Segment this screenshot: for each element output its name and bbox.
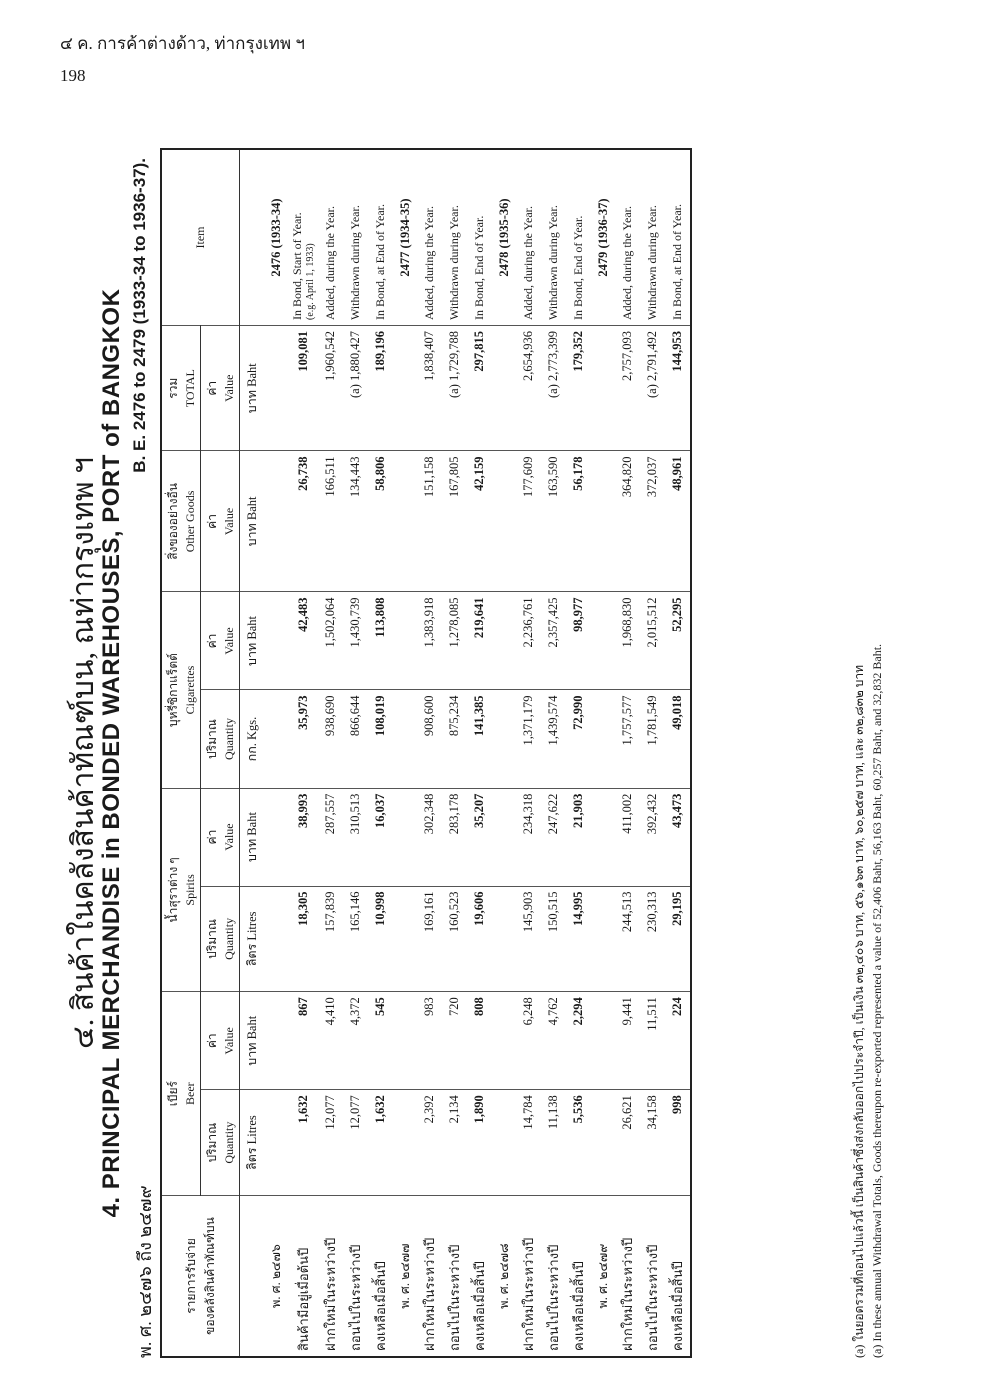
value-cell (393, 690, 417, 788)
row-label-thai: พ. ศ. ๒๔๗๗ (398, 1242, 412, 1309)
value-cell: 10,998 (368, 886, 393, 992)
value-cell: 875,234 (442, 690, 467, 788)
value-cell: 4,410 (318, 991, 343, 1089)
value-cell (393, 1089, 417, 1195)
value-cell: 234,318 (516, 788, 541, 886)
value-cell: 983 (417, 991, 442, 1089)
value-cell: 230,313 (640, 886, 665, 992)
value-cell: 908,600 (417, 690, 442, 788)
value-cell (492, 591, 516, 689)
row-label-english (640, 149, 665, 326)
table-row (566, 149, 591, 1357)
period-english: B. E. 2476 to 2479 (1933-34 to 1936-37). (130, 157, 149, 473)
value-cell: 1,632 (368, 1089, 393, 1195)
value-cell: 12,077 (318, 1089, 343, 1195)
footnote-english: (a) In these annual Withdrawal Totals, Goods thereupon re-exported represented a value of 52,406 Baht, 56,163 Baht, 60,257 Baht, and 32,832 Baht. (870, 643, 884, 1358)
value-cell (264, 690, 288, 788)
row-label-english (615, 149, 640, 326)
value-cell: 2,757,093 (615, 325, 640, 450)
value-cell: (a) 2,791,492 (640, 325, 665, 450)
value-cell (393, 788, 417, 886)
value-cell: 35,207 (467, 788, 492, 886)
value-cell: (a) 1,729,788 (442, 325, 467, 450)
value-cell: 364,820 (615, 450, 640, 591)
value-cell (492, 450, 516, 591)
value-cell: 166,511 (318, 450, 343, 591)
value-cell: 297,815 (467, 325, 492, 450)
value-cell: 9,441 (615, 991, 640, 1089)
merchandise-table (160, 148, 692, 1358)
value-cell: 145,903 (516, 886, 541, 992)
spirits-val-header: ค่า Value (201, 788, 240, 886)
total-header: รวม TOTAL (161, 325, 201, 450)
table-row (665, 149, 691, 1357)
spirits-header: น้ำสุราต่าง ๆ Spirits (161, 788, 201, 992)
table-row (640, 149, 665, 1357)
table-row (368, 149, 393, 1357)
value-cell (264, 886, 288, 992)
value-cell (492, 1089, 516, 1195)
row-label-english-text: Withdrawn during Year. (447, 204, 461, 320)
value-cell: 1,757,577 (615, 690, 640, 788)
row-label-english (516, 149, 541, 326)
value-cell (393, 886, 417, 992)
value-cell (591, 591, 615, 689)
value-cell: 16,037 (368, 788, 393, 886)
unit-cell: บาท Baht (240, 450, 265, 591)
unit-cell: บาท Baht (240, 325, 265, 450)
period-thai: พ. ศ. ๒๔๗๖ ถึง ๒๔๗๙ (135, 1184, 155, 1358)
value-cell (393, 991, 417, 1089)
value-cell: 141,385 (467, 690, 492, 788)
row-label-english (264, 149, 288, 326)
value-cell: 12,077 (343, 1089, 368, 1195)
value-cell: 29,195 (665, 886, 691, 992)
value-cell: 11,138 (541, 1089, 566, 1195)
value-cell: 247,622 (541, 788, 566, 886)
row-label-thai: คงเหลือเมื่อสิ้นปี (571, 1260, 586, 1351)
value-cell: 177,609 (516, 450, 541, 591)
value-cell: 283,178 (442, 788, 467, 886)
beer-val-header: ค่า Value (201, 991, 240, 1089)
value-cell: 160,523 (442, 886, 467, 992)
row-label-english-text: 2479 (1936-37) (595, 197, 610, 277)
rotated-table-page (60, 148, 930, 1358)
value-cell: 1,838,407 (417, 325, 442, 450)
row-label-thai: คงเหลือเมื่อสิ้นปี (670, 1260, 685, 1351)
value-cell (591, 325, 615, 450)
row-label-english-text: Withdrawn during Year. (546, 204, 560, 320)
value-cell: 58,806 (368, 450, 393, 591)
value-cell: 43,473 (665, 788, 691, 886)
row-label-english-text: In Bond, at End of Year. (373, 203, 387, 320)
value-cell: 11,511 (640, 991, 665, 1089)
value-cell (591, 450, 615, 591)
value-cell (264, 325, 288, 450)
table-row (343, 149, 368, 1357)
cig-val-header: ค่า Value (201, 591, 240, 689)
value-cell: 26,738 (288, 450, 318, 591)
row-label-thai: พ. ศ. ๒๔๗๖ (269, 1243, 283, 1308)
value-cell: 52,295 (665, 591, 691, 689)
value-cell (264, 991, 288, 1089)
table-row (442, 149, 467, 1357)
value-cell (492, 788, 516, 886)
value-cell: 179,352 (566, 325, 591, 450)
row-label-english-text: Added, during the Year. (422, 205, 436, 320)
value-cell (393, 591, 417, 689)
row-label-english-text: In Bond, End of Year. (472, 215, 486, 320)
value-cell: 411,002 (615, 788, 640, 886)
value-cell (393, 325, 417, 450)
value-cell: 867 (288, 991, 318, 1089)
year-row (393, 149, 417, 1357)
value-cell: 1,439,574 (541, 690, 566, 788)
value-cell (591, 690, 615, 788)
value-cell (591, 1089, 615, 1195)
value-cell (264, 450, 288, 591)
value-cell (393, 450, 417, 591)
row-label-thai: ฝากใหม่ในระหว่างปี (422, 1237, 437, 1351)
row-label-english-text: Added, during the Year. (620, 205, 634, 320)
value-cell: 6,248 (516, 991, 541, 1089)
value-cell: 157,839 (318, 886, 343, 992)
beer-qty-header: ปริมาณ Quantity (201, 1089, 240, 1195)
running-head: ๔ ค. การค้าต่างด้าว, ท่ากรุงเทพ ฯ (60, 34, 305, 53)
row-label-thai: ถอนไปในระหว่างปี (645, 1244, 660, 1351)
value-cell: 21,903 (566, 788, 591, 886)
table-row (541, 149, 566, 1357)
value-cell: 150,515 (541, 886, 566, 992)
row-label-english-text: In Bond, at End of Year. (670, 203, 684, 320)
value-cell: 48,961 (665, 450, 691, 591)
row-label-english-text: 2476 (1933-34) (268, 197, 283, 277)
cig-qty-header: ปริมาณ Quantity (201, 690, 240, 788)
value-cell: 1,632 (288, 1089, 318, 1195)
value-cell: (a) 1,880,427 (343, 325, 368, 450)
value-cell: 49,018 (665, 690, 691, 788)
title-english: 4. PRINCIPAL MERCHANDISE in BONDED WAREHOUSES, PORT of BANGKOK (98, 288, 125, 1217)
value-cell: 244,513 (615, 886, 640, 992)
value-cell (492, 690, 516, 788)
value-cell: 151,158 (417, 450, 442, 591)
row-label-english-note: (e.g. April 1, 1933) (305, 242, 316, 320)
total-val-header: ค่า Value (201, 325, 240, 450)
row-label-thai: คงเหลือเมื่อสิ้นปี (373, 1260, 388, 1351)
value-cell: 808 (467, 991, 492, 1089)
value-cell: 1,371,179 (516, 690, 541, 788)
year-row (264, 149, 288, 1357)
row-label-thai: สินค้ามีอยู่เมื่อต้นปี (295, 1247, 311, 1351)
value-cell (264, 788, 288, 886)
value-cell: 1,890 (467, 1089, 492, 1195)
value-cell: 38,993 (288, 788, 318, 886)
row-label-english-text: Withdrawn during Year. (645, 204, 659, 320)
row-label-english (318, 149, 343, 326)
value-cell: 165,146 (343, 886, 368, 992)
value-cell: 5,536 (566, 1089, 591, 1195)
unit-cell: บาท Baht (240, 991, 265, 1089)
row-label-english (288, 149, 318, 326)
value-cell (492, 886, 516, 992)
value-cell: 224 (665, 991, 691, 1089)
row-label-english-text: Added, during the Year. (323, 205, 337, 320)
footnote-thai: (a) ในยอดรวมที่ถอนไปแล้วนี้ เป็นสินค้าซึ่งส่งกลับออกไปประจำปี, เป็นเงิน ๓๒,๔๐๖ บาท, ๕๖,๑๖๓ บาท, ๖๐,๒๕๗ บาท, และ ๓๒,๘๓๒ บาท (852, 664, 866, 1358)
row-label-english (566, 149, 591, 326)
value-cell (264, 1089, 288, 1195)
row-label-english (368, 149, 393, 326)
row-label-english (541, 149, 566, 326)
value-cell: 42,483 (288, 591, 318, 689)
item-thai-header: รายการรับจ่าย ของคลังสินค้าทัณฑ์บน (161, 1195, 240, 1357)
value-cell: 545 (368, 991, 393, 1089)
value-cell: 98,977 (566, 591, 591, 689)
table-row (417, 149, 442, 1357)
row-label-thai: ฝากใหม่ในระหว่างปี (620, 1237, 635, 1351)
value-cell: 167,805 (442, 450, 467, 591)
value-cell: 2,134 (442, 1089, 467, 1195)
value-cell: 720 (442, 991, 467, 1089)
table-row (467, 149, 492, 1357)
beer-header: เบียร์ Beer (161, 991, 201, 1195)
value-cell (492, 325, 516, 450)
value-cell: 2,294 (566, 991, 591, 1089)
value-cell: 19,606 (467, 886, 492, 992)
value-cell: 1,960,542 (318, 325, 343, 450)
row-label-thai: ถอนไปในระหว่างปี (348, 1244, 363, 1351)
row-label-thai: พ. ศ. ๒๔๗๙ (596, 1243, 610, 1308)
row-label-english-text: In Bond, Start of Year. (290, 211, 304, 320)
spirits-qty-header: ปริมาณ Quantity (201, 886, 240, 992)
row-label-english-text: 2477 (1934-35) (397, 197, 412, 277)
title-thai: ๔. สินค้าในคลังสินค้าทัณฑ์บน, ณท่ากรุงเทพ ฯ (67, 456, 100, 1049)
value-cell: 1,430,739 (343, 591, 368, 689)
row-label-thai: ฝากใหม่ในระหว่างปี (521, 1237, 536, 1351)
value-cell: 14,784 (516, 1089, 541, 1195)
row-label-english (442, 149, 467, 326)
table-row (516, 149, 541, 1357)
value-cell: 1,383,918 (417, 591, 442, 689)
value-cell: 113,808 (368, 591, 393, 689)
row-label-english (467, 149, 492, 326)
value-cell: 2,654,936 (516, 325, 541, 450)
value-cell: 163,590 (541, 450, 566, 591)
value-cell: 302,348 (417, 788, 442, 886)
value-cell: 34,158 (640, 1089, 665, 1195)
row-label-english (591, 149, 615, 326)
row-label-english-text: In Bond, End of Year. (571, 215, 585, 320)
value-cell: 392,432 (640, 788, 665, 886)
year-row (591, 149, 615, 1357)
units-row (240, 149, 265, 1357)
value-cell: 4,762 (541, 991, 566, 1089)
unit-cell: บาท Baht (240, 788, 265, 886)
value-cell: 144,953 (665, 325, 691, 450)
table-row (318, 149, 343, 1357)
value-cell: 108,019 (368, 690, 393, 788)
item-english-header: Item (161, 149, 240, 326)
value-cell: 169,161 (417, 886, 442, 992)
value-cell: 1,502,064 (318, 591, 343, 689)
unit-cell: ลิตร Litres (240, 1089, 265, 1195)
value-cell: 35,973 (288, 690, 318, 788)
value-cell: 1,781,549 (640, 690, 665, 788)
value-cell (591, 991, 615, 1089)
value-cell: 2,392 (417, 1089, 442, 1195)
value-cell: 134,443 (343, 450, 368, 591)
value-cell: (a) 2,773,399 (541, 325, 566, 450)
table-row (615, 149, 640, 1357)
unit-cell: ลิตร Litres (240, 886, 265, 992)
value-cell: 14,995 (566, 886, 591, 992)
value-cell: 998 (665, 1089, 691, 1195)
page-number: 198 (60, 66, 86, 85)
unit-cell: กก. Kgs. (240, 690, 265, 788)
value-cell: 1,278,085 (442, 591, 467, 689)
value-cell: 72,990 (566, 690, 591, 788)
row-label-thai: พ. ศ. ๒๔๗๘ (497, 1242, 511, 1309)
unit-cell: บาท Baht (240, 591, 265, 689)
row-label-english (665, 149, 691, 326)
value-cell: 56,178 (566, 450, 591, 591)
row-label-thai: ฝากใหม่ในระหว่างปี (323, 1237, 338, 1351)
value-cell: 109,081 (288, 325, 318, 450)
value-cell: 42,159 (467, 450, 492, 591)
value-cell (492, 991, 516, 1089)
row-label-english (393, 149, 417, 326)
value-cell: 219,641 (467, 591, 492, 689)
value-cell: 189,196 (368, 325, 393, 450)
other-goods-header: สิ่งของอย่างอื่น Other Goods (161, 450, 201, 591)
row-label-thai: ถอนไปในระหว่างปี (447, 1244, 462, 1351)
row-label-thai: ถอนไปในระหว่างปี (546, 1244, 561, 1351)
cigarettes-header: บุหรี่ซิกาแร็ตต์ Cigarettes (161, 591, 201, 787)
value-cell: 1,968,830 (615, 591, 640, 689)
value-cell: 18,305 (288, 886, 318, 992)
value-cell (591, 788, 615, 886)
value-cell: 310,513 (343, 788, 368, 886)
row-label-thai: คงเหลือเมื่อสิ้นปี (472, 1260, 487, 1351)
value-cell (264, 591, 288, 689)
value-cell: 2,236,761 (516, 591, 541, 689)
value-cell: 2,357,425 (541, 591, 566, 689)
value-cell: 287,557 (318, 788, 343, 886)
value-cell: 2,015,512 (640, 591, 665, 689)
table-row (288, 149, 318, 1357)
value-cell: 372,037 (640, 450, 665, 591)
year-row (492, 149, 516, 1357)
value-cell (591, 886, 615, 992)
value-cell: 26,621 (615, 1089, 640, 1195)
value-cell: 938,690 (318, 690, 343, 788)
value-cell: 4,372 (343, 991, 368, 1089)
row-label-english (417, 149, 442, 326)
other-val-header: ค่า Value (201, 450, 240, 591)
row-label-english-text: 2478 (1935-36) (496, 197, 511, 277)
row-label-english-text: Withdrawn during Year. (348, 204, 362, 320)
row-label-english (343, 149, 368, 326)
value-cell: 866,644 (343, 690, 368, 788)
row-label-english (492, 149, 516, 326)
row-label-english-text: Added, during the Year. (521, 205, 535, 320)
